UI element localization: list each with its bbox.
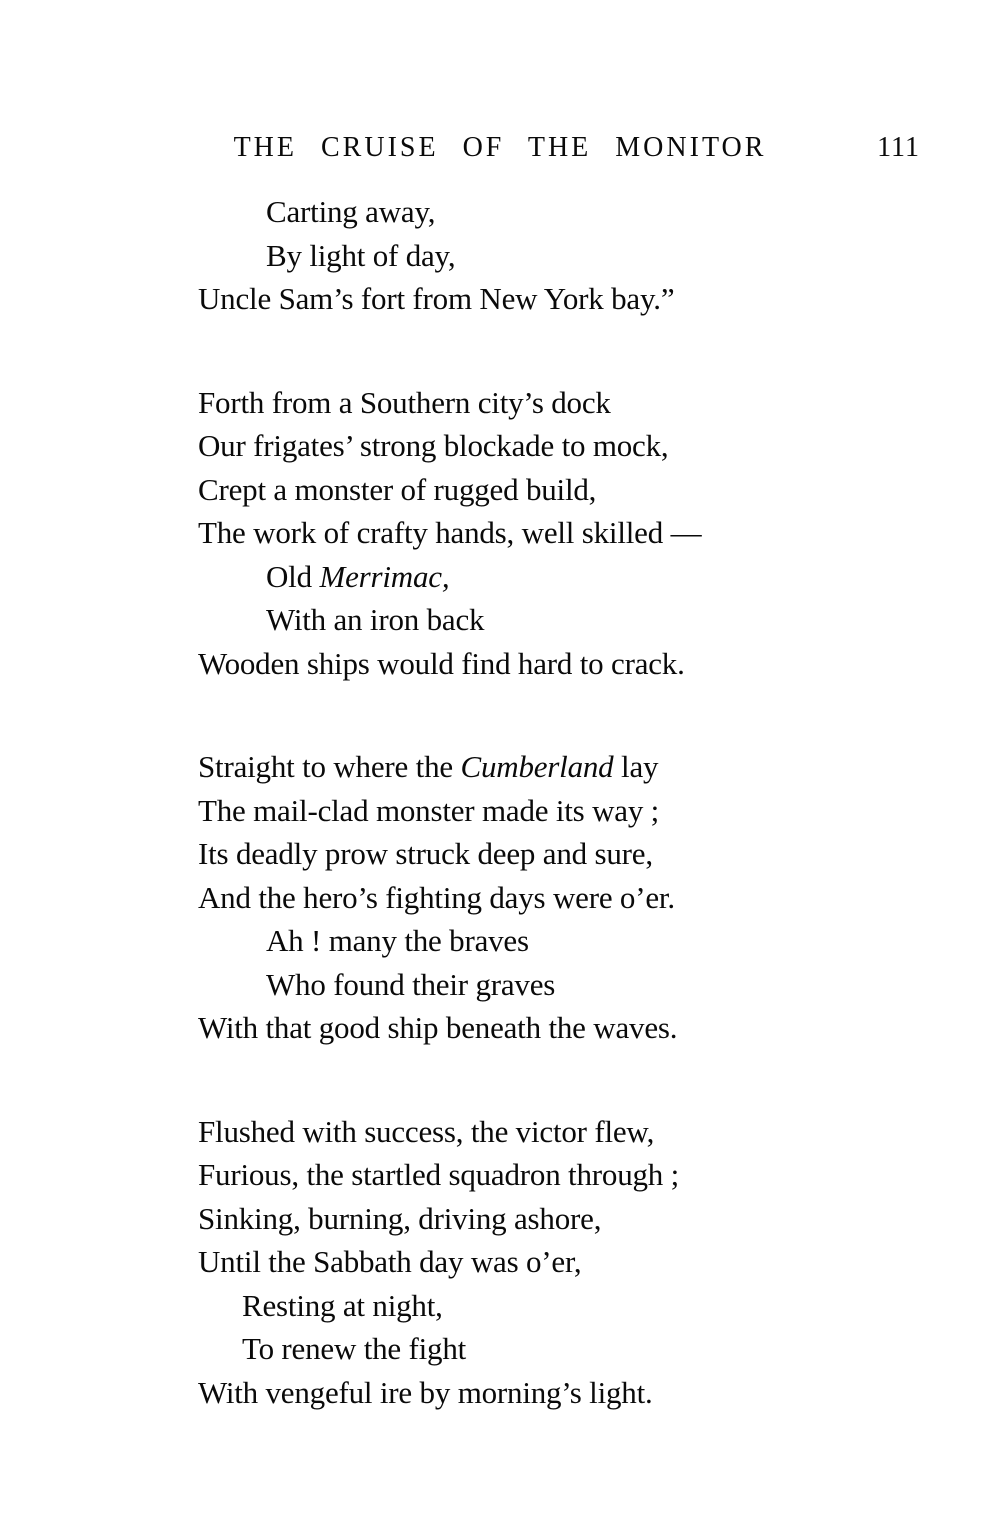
line-text: Ah ! many the braves [266,923,529,958]
poem-line [198,1153,918,1197]
poem-line [198,745,918,789]
poem-line [198,1110,918,1154]
poem-line [198,424,918,468]
poem-line [198,234,918,278]
poem-line [198,1284,918,1328]
line-text: To renew the fight [242,1331,467,1366]
poem-line [198,277,918,321]
poem-line [198,876,918,920]
poem-line [198,190,918,234]
line-text: Resting at night, [242,1287,443,1323]
poem-line [198,598,918,642]
line-text: Until the Sabbath day was o’er, [198,1244,582,1279]
poem-line [198,511,918,555]
line-text: Crept a monster of rugged build, [198,471,597,507]
poem-line [198,1006,918,1050]
stanza [198,190,918,321]
stanza [198,1110,918,1415]
line-text: Forth from a Southern city’s dock [198,384,611,420]
stanza [198,381,918,686]
poem-line [198,555,918,599]
poem-line [198,963,918,1007]
line-text: Who found their graves [266,966,556,1002]
line-text: Its deadly prow struck deep and sure, [198,836,653,871]
line-text: And the hero’s fighting days were o’er. [198,879,675,915]
line-text: By light of day, [266,237,456,273]
line-text: With that good ship beneath the waves. [198,1010,678,1045]
poem-line [198,789,918,833]
poem-line [198,1327,918,1371]
line-text: Sinking, burning, driving ashore, [198,1200,602,1236]
poem-line [198,1371,918,1415]
stanza [198,745,918,1050]
line-text: lay [613,749,659,784]
line-text: The mail-clad monster made its way ; [198,792,660,828]
poem-line [198,1197,918,1241]
poem-line [198,381,918,425]
poem-line [198,468,918,512]
page-number: 111 [877,132,920,163]
line-text: With an iron back [266,602,485,637]
running-header [0,131,1000,165]
line-text: Old [266,558,320,594]
line-text: Straight to where the [198,749,461,784]
line-text: Our frigates’ strong blockade to mock, [198,428,669,463]
line-text: Flushed with success, the victor flew, [198,1113,655,1149]
line-text: Carting away, [266,194,436,229]
line-text: Uncle Sam’s fort from New York bay.” [198,281,675,316]
poem-line [198,642,918,686]
page-title: THE CRUISE OF THE MONITOR [233,132,767,163]
line-text: Furious, the startled squadron through ; [198,1157,680,1192]
line-text: Wooden ships would find hard to crack. [198,645,685,681]
line-text: With vengeful ire by morning’s light. [198,1374,653,1410]
poem-line [198,832,918,876]
italic-ship-name: Cumberland [460,749,614,784]
poem-line [198,919,918,963]
poem-line [198,1240,918,1284]
line-text: The work of crafty hands, well skilled — [198,515,702,550]
poem [198,190,918,1414]
italic-ship-name: Merrimac, [319,558,450,594]
